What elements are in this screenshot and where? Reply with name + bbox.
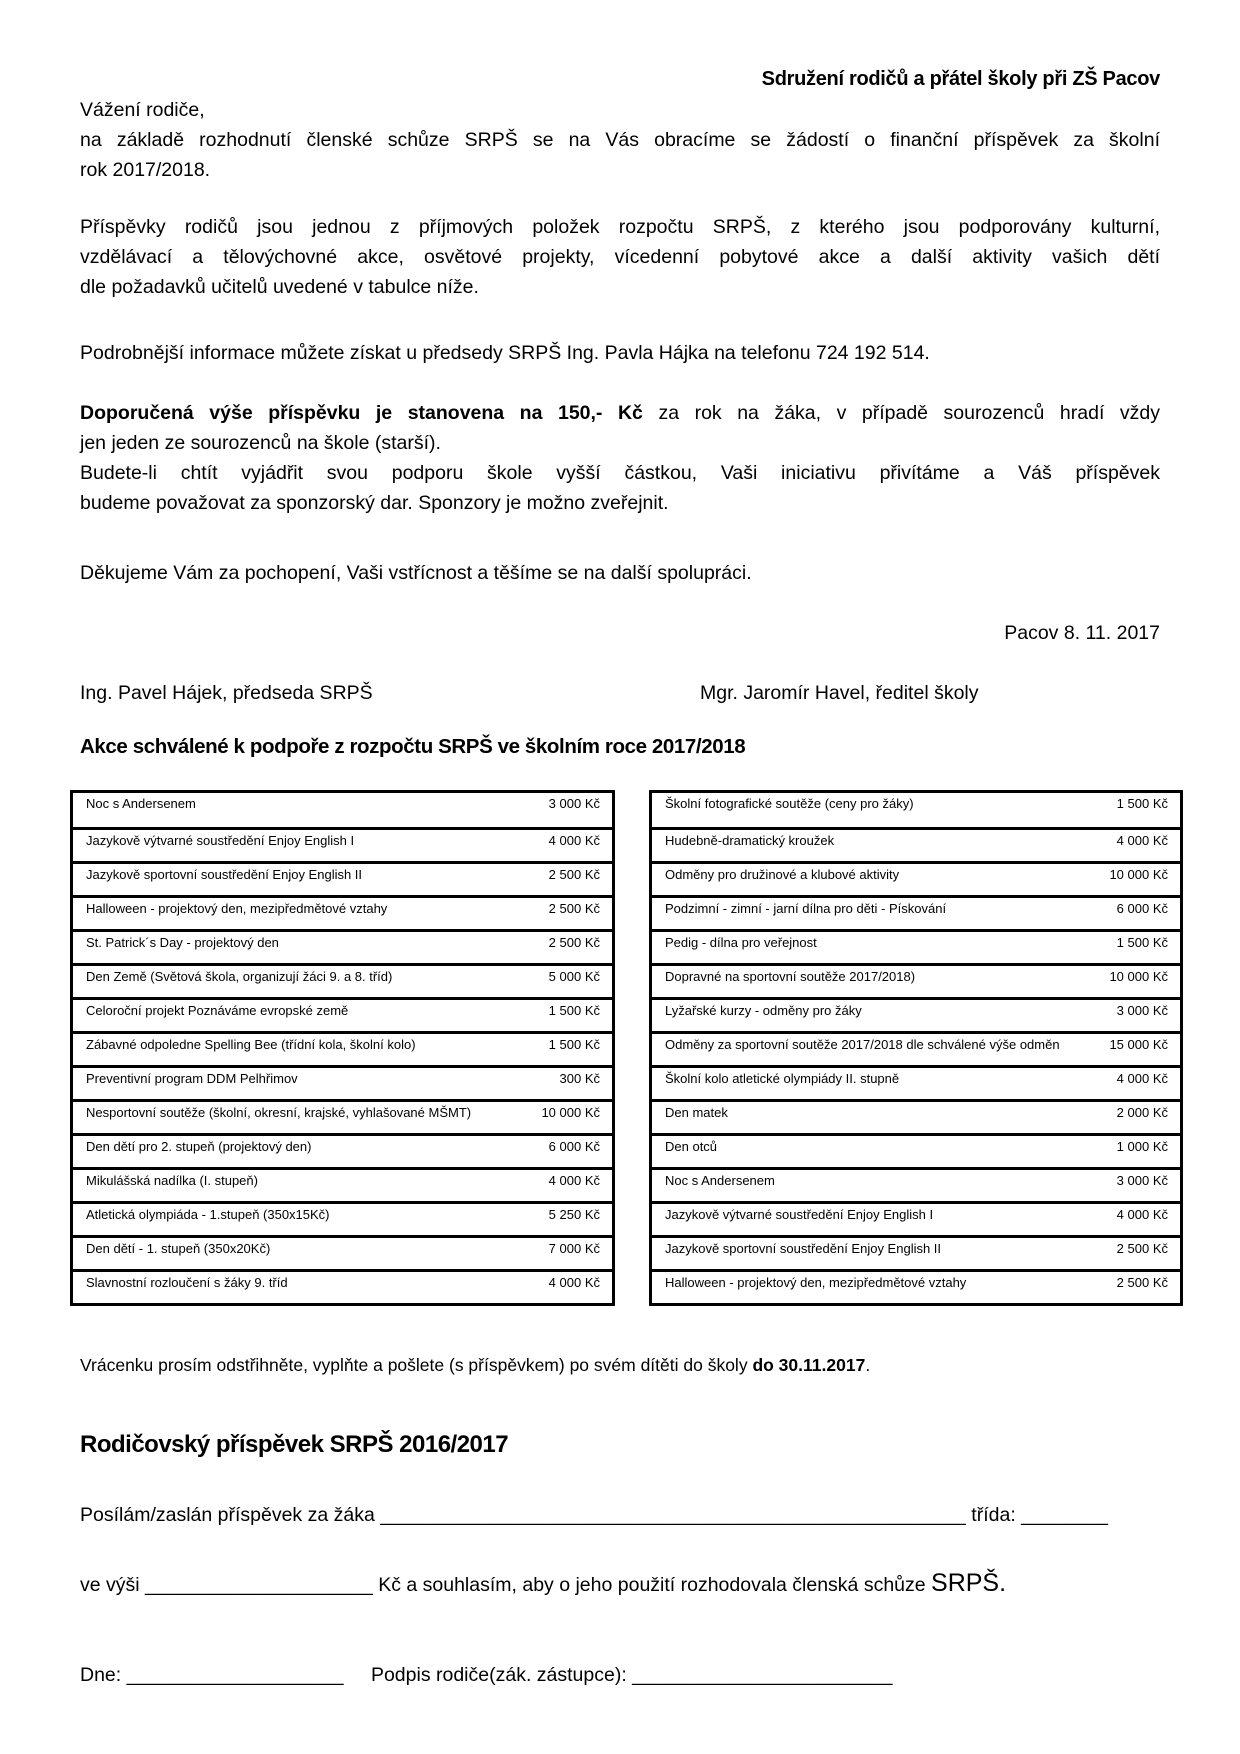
table-row xyxy=(73,895,612,929)
paragraph-line: dle požadavků učitelů uvedené v tabulce níže. xyxy=(80,276,479,298)
budget-item-label: Preventivní program DDM Pelhřimov xyxy=(86,1071,298,1086)
budget-item-amount: 3 000 Kč xyxy=(1116,1003,1168,1018)
paragraph-line: na základě rozhodnutí členské schůze SRPŠ se na Vás obracíme se žádostí o finanční příspěvek za školní xyxy=(80,129,1160,151)
paragraph-line: rok 2017/2018. xyxy=(80,159,211,181)
budget-item-label: Pedig - dílna pro veřejnost xyxy=(665,935,817,950)
budget-item-amount: 10 000 Kč xyxy=(541,1105,600,1120)
table-row xyxy=(73,929,612,963)
date-label: Dne: xyxy=(80,1664,122,1686)
budget-item-amount: 1 500 Kč xyxy=(1116,935,1168,950)
cut-note-period: . xyxy=(865,1355,871,1375)
table-row xyxy=(73,963,612,997)
opening-paragraph xyxy=(80,95,1160,185)
budget-item-label: Jazykově sportovní soustředění Enjoy English II xyxy=(665,1241,942,1256)
budget-item-label: Mikulášská nadílka (I. stupeň) xyxy=(86,1173,258,1188)
paragraph-line: vzdělávací a tělovýchovné akce, osvětové projekty, vícedenní pobytové akce a další aktivity vašich dětí xyxy=(80,246,1160,268)
table-row xyxy=(73,1235,612,1269)
table-row xyxy=(652,1065,1180,1099)
budget-item-label: Školní fotografické soutěže (ceny pro žáky) xyxy=(665,796,914,811)
budget-item-amount: 2 500 Kč xyxy=(548,901,600,916)
budget-item-label: Jazykově sportovní soustředění Enjoy English II xyxy=(86,867,363,882)
paragraph-line: Budete-li chtít vyjádřit svou podporu škole vyšší částkou, Vaši iniciativu přivítáme a Váš příspěvek xyxy=(80,462,1160,484)
form-heading: Rodičovský příspěvek SRPŠ 2016/2017 xyxy=(80,1431,509,1458)
contributions-paragraph xyxy=(80,212,1160,302)
budget-item-amount: 4 000 Kč xyxy=(1116,833,1168,848)
organization-header: Sdružení rodičů a přátel školy při ZŠ Pacov xyxy=(761,68,1160,90)
budget-table-right xyxy=(649,790,1183,1306)
contact-paragraph xyxy=(80,338,1160,368)
budget-item-amount: 2 500 Kč xyxy=(1116,1275,1168,1290)
form-line-student xyxy=(80,1500,1160,1530)
blank-date: ____________________ xyxy=(126,1664,344,1686)
budget-item-label: Halloween - projektový den, mezipředmětové vztahy xyxy=(86,901,388,916)
budget-item-amount: 15 000 Kč xyxy=(1109,1037,1168,1052)
signature-director: Mgr. Jaromír Havel, ředitel školy xyxy=(700,682,979,704)
budget-item-label: Jazykově výtvarné soustředění Enjoy English I xyxy=(86,833,355,848)
budget-item-label: Podzimní - zimní - jarní dílna pro děti - Pískování xyxy=(665,901,947,916)
table-row xyxy=(73,1201,612,1235)
paragraph-line xyxy=(80,398,1160,428)
form-line-amount xyxy=(80,1568,1160,1600)
budget-item-label: Odměny pro družinové a klubové aktivity xyxy=(665,867,900,882)
budget-item-amount: 2 500 Kč xyxy=(548,935,600,950)
table-row xyxy=(73,1269,612,1303)
budget-item-amount: 3 000 Kč xyxy=(548,796,600,811)
budget-item-amount: 4 000 Kč xyxy=(548,833,600,848)
budget-item-label: Noc s Andersenem xyxy=(86,796,196,811)
paragraph-line: Příspěvky rodičů jsou jednou z příjmových položek rozpočtu SRPŠ, z kterého jsou podporovány kulturní, xyxy=(80,216,1160,238)
budget-item-label: Den dětí - 1. stupeň (350x20Kč) xyxy=(86,1241,271,1256)
table-row xyxy=(652,793,1180,827)
budget-item-label: Školní kolo atletické olympiády II. stupně xyxy=(665,1071,900,1086)
table-row xyxy=(652,1133,1180,1167)
paragraph-line: jen jeden ze sourozenců na škole (starší). xyxy=(80,432,441,454)
table-row xyxy=(652,861,1180,895)
budget-item-label: Zábavné odpoledne Spelling Bee (třídní kola, školní kolo) xyxy=(86,1037,416,1052)
blank-signature: ________________________ xyxy=(632,1664,893,1686)
table-row xyxy=(652,929,1180,963)
budget-item-amount: 10 000 Kč xyxy=(1109,969,1168,984)
table-row xyxy=(73,1167,612,1201)
budget-item-label: Atletická olympiáda - 1.stupeň (350x15Kč) xyxy=(86,1207,330,1222)
budget-item-amount: 7 000 Kč xyxy=(548,1241,600,1256)
budget-item-amount: 1 500 Kč xyxy=(548,1037,600,1052)
budget-item-label: Lyžařské kurzy - odměny pro žáky xyxy=(665,1003,862,1018)
budget-item-amount: 3 000 Kč xyxy=(1116,1173,1168,1188)
budget-item-amount: 4 000 Kč xyxy=(1116,1207,1168,1222)
budget-item-label: Den Země (Světová škola, organizují žáci 9. a 8. tříd) xyxy=(86,969,393,984)
paragraph-line: budeme považovat za sponzorský dar. Sponzory je možno zveřejnit. xyxy=(80,492,669,514)
budget-item-label: Slavnostní rozloučení s žáky 9. tříd xyxy=(86,1275,288,1290)
budget-item-amount: 300 Kč xyxy=(559,1071,600,1086)
budget-item-amount: 1 500 Kč xyxy=(1116,796,1168,811)
table-row xyxy=(73,1133,612,1167)
table-row xyxy=(73,1065,612,1099)
table-row xyxy=(73,793,612,827)
table-row xyxy=(652,1235,1180,1269)
table-row xyxy=(652,1167,1180,1201)
signature-chairman: Ing. Pavel Hájek, předseda SRPŠ xyxy=(80,682,373,704)
budget-item-amount: 6 000 Kč xyxy=(1116,901,1168,916)
budget-item-label: Den dětí pro 2. stupeň (projektový den) xyxy=(86,1139,312,1154)
budget-item-amount: 2 500 Kč xyxy=(548,867,600,882)
table-row xyxy=(652,827,1180,861)
blank-class: ________ xyxy=(1021,1504,1108,1526)
table-row xyxy=(652,895,1180,929)
student-label: Posílám/zaslán příspěvek za žáka xyxy=(80,1504,375,1526)
budget-item-label: Noc s Andersenem xyxy=(665,1173,775,1188)
place-date: Pacov 8. 11. 2017 xyxy=(1004,622,1160,644)
form-line-date-signature xyxy=(80,1660,1160,1690)
deadline: do 30.11.2017 xyxy=(752,1355,866,1375)
thanks-paragraph xyxy=(80,558,1160,588)
recommended-amount-bold: Doporučená výše příspěvku je stanovena na 150,- Kč xyxy=(80,402,643,424)
cut-note-text: Vrácenku prosím odstřihněte, vyplňte a pošlete (s příspěvkem) po svém dítěti do školy xyxy=(80,1355,753,1375)
budget-table-left xyxy=(70,790,615,1306)
table-row xyxy=(73,1031,612,1065)
table-row xyxy=(652,963,1180,997)
blank-student-name: ______________________________________________________ xyxy=(380,1504,966,1526)
budget-item-amount: 4 000 Kč xyxy=(548,1275,600,1290)
blank-amount: _____________________ xyxy=(145,1574,373,1596)
table-row xyxy=(73,1099,612,1133)
budget-tables xyxy=(70,790,1183,1306)
budget-item-amount: 10 000 Kč xyxy=(1109,867,1168,882)
budget-item-label: Den matek xyxy=(665,1105,728,1120)
budget-item-label: Halloween - projektový den, mezipředmětové vztahy xyxy=(665,1275,967,1290)
paragraph-line: Děkujeme Vám za pochopení, Vaši vstřícnost a těšíme se na další spolupráci. xyxy=(80,562,752,584)
table-row xyxy=(73,827,612,861)
cut-note xyxy=(80,1352,1160,1378)
class-label: třída: xyxy=(971,1504,1016,1526)
budget-item-label: Dopravné na sportovní soutěže 2017/2018) xyxy=(665,969,916,984)
budget-item-amount: 2 000 Kč xyxy=(1116,1105,1168,1120)
budget-item-amount: 5 000 Kč xyxy=(548,969,600,984)
budget-item-amount: 2 500 Kč xyxy=(1116,1241,1168,1256)
budget-item-label: Den otců xyxy=(665,1139,718,1154)
budget-item-amount: 5 250 Kč xyxy=(548,1207,600,1222)
budget-item-amount: 4 000 Kč xyxy=(1116,1071,1168,1086)
table-row xyxy=(652,1031,1180,1065)
recommended-amount-paragraph xyxy=(80,398,1160,518)
budget-item-amount: 1 500 Kč xyxy=(548,1003,600,1018)
budget-item-label: Celoroční projekt Poznáváme evropské země xyxy=(86,1003,349,1018)
budget-section-heading: Akce schválené k podpoře z rozpočtu SRPŠ ve školním roce 2017/2018 xyxy=(80,735,746,758)
budget-item-amount: 4 000 Kč xyxy=(548,1173,600,1188)
srps-text: SRPŠ. xyxy=(931,1569,1007,1597)
signature-label: Podpis rodiče(zák. zástupce): xyxy=(370,1664,627,1686)
table-row xyxy=(652,1099,1180,1133)
signature-row xyxy=(80,678,1240,708)
budget-item-label: Hudebně-dramatický kroužek xyxy=(665,833,835,848)
budget-item-label: Nesportovní soutěže (školní, okresní, krajské, vyhlašované MŠMT) xyxy=(86,1105,472,1120)
paragraph-line: Podrobnější informace můžete získat u předsedy SRPŠ Ing. Pavla Hájka na telefonu 724 192 514. xyxy=(80,342,930,364)
budget-item-amount: 6 000 Kč xyxy=(548,1139,600,1154)
table-row xyxy=(73,997,612,1031)
table-row xyxy=(652,1201,1180,1235)
amount-label: ve výši xyxy=(80,1574,140,1596)
consent-text: Kč a souhlasím, aby o jeho použití rozhodovala členská schůze xyxy=(378,1574,926,1596)
budget-item-label: Odměny za sportovní soutěže 2017/2018 dle schválené výše odměn xyxy=(665,1037,1060,1052)
table-row xyxy=(652,1269,1180,1303)
table-row xyxy=(652,997,1180,1031)
table-row xyxy=(73,861,612,895)
salutation: Vážení rodiče, xyxy=(80,99,205,121)
budget-item-amount: 1 000 Kč xyxy=(1116,1139,1168,1154)
budget-item-label: St. Patrick´s Day - projektový den xyxy=(86,935,279,950)
budget-item-label: Jazykově výtvarné soustředění Enjoy English I xyxy=(665,1207,934,1222)
paragraph-line-rest: za rok na žáka, v případě sourozenců hradí vždy xyxy=(642,402,1160,424)
